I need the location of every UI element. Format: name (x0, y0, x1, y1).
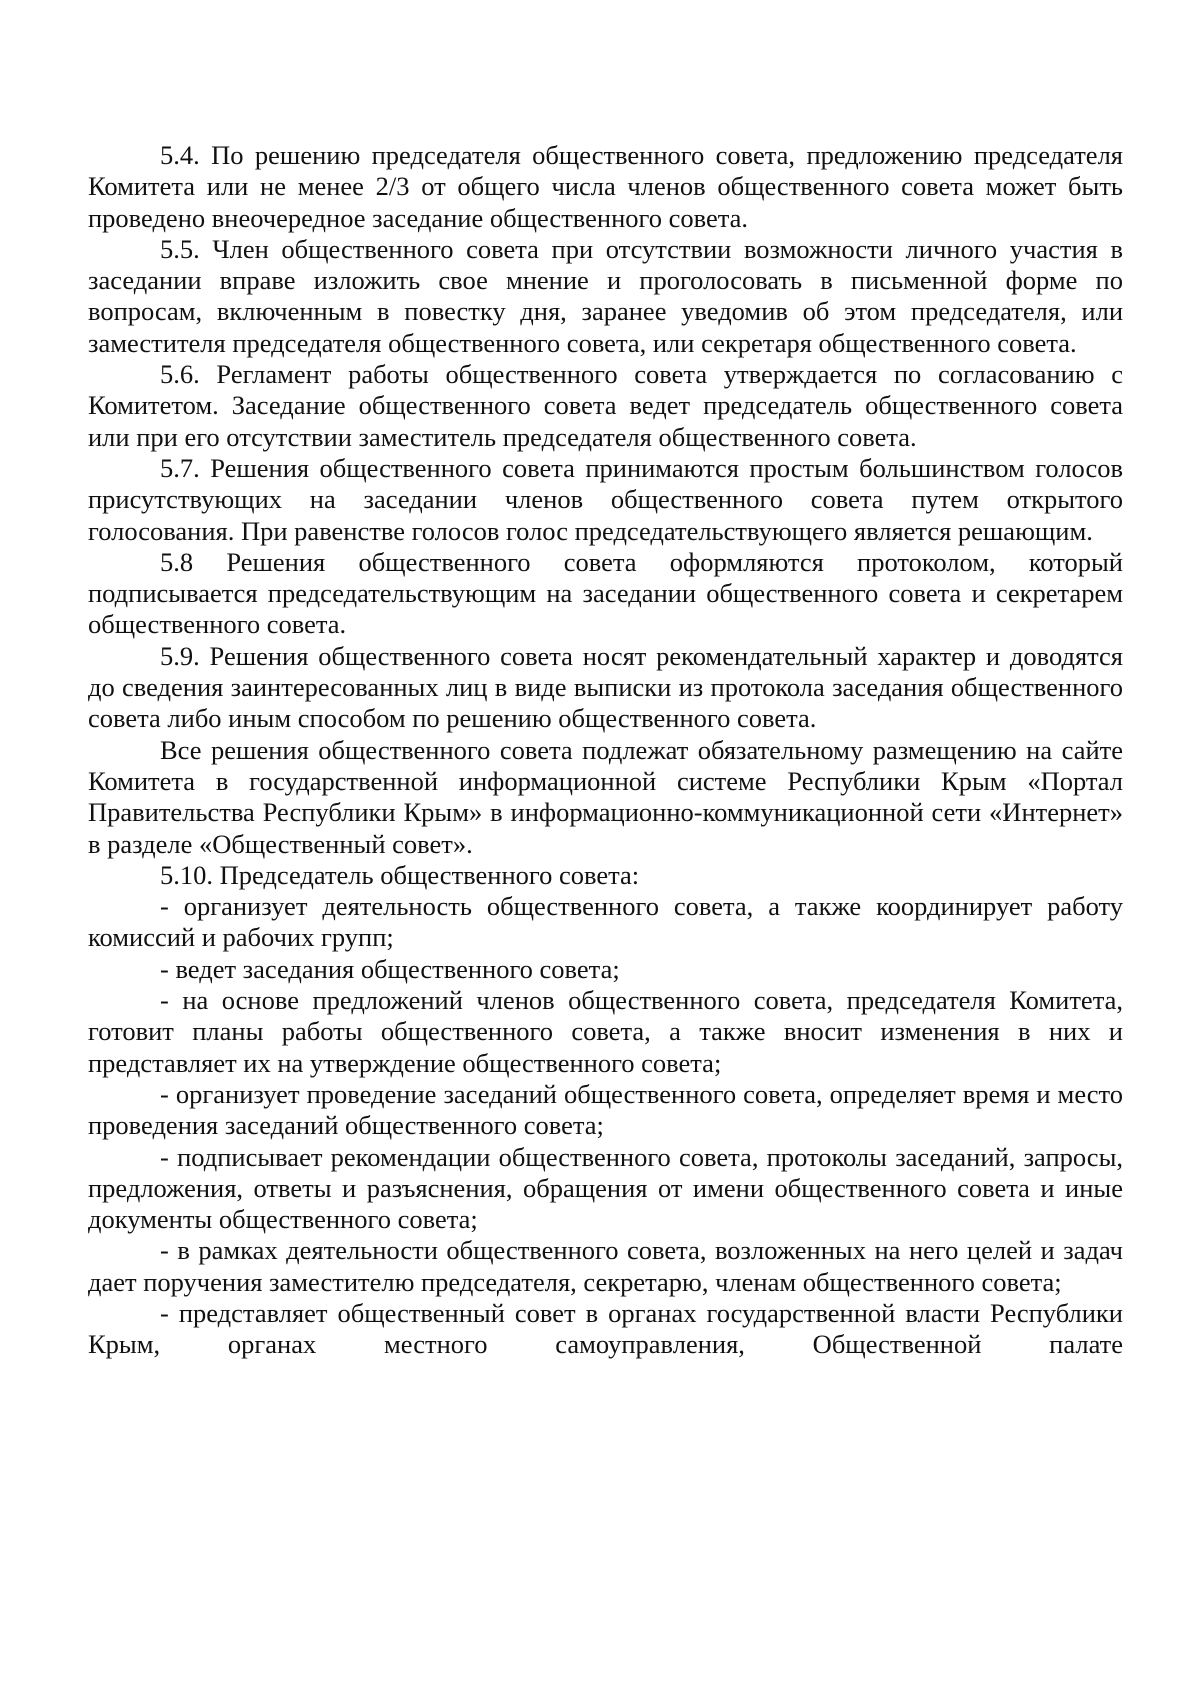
list-item: - представляет общественный совет в органах государственной власти Республики Крым, органах местного самоуправления, Общественной палате (88, 1297, 1123, 1360)
paragraph-5-4: 5.4. По решению председателя общественного совета, предложению председателя Комитета или не менее 2/3 от общего числа членов общественного совета может быть проведено внеочередное заседание общественного совета. (88, 140, 1123, 233)
paragraph-5-5: 5.5. Член общественного совета при отсутствии возможности личного участия в заседании вправе изложить свое мнение и проголосовать в письменной форме по вопросам, включенным в повестку дня, заранее уведомив об этом председателя, или заместителя председателя общественного совета, или секретаря общественного совета. (88, 233, 1123, 358)
list-item: - ведет заседания общественного совета; (160, 953, 620, 984)
list-item: - организует проведение заседаний общественного совета, определяет время и место проведения заседаний общественного совета; (88, 1078, 1123, 1141)
paragraph-5-7: 5.7. Решения общественного совета принимаются простым большинством голосов присутствующих на заседании членов общественного совета путем открытого голосования. При равенстве голосов голос председательствующего является решающим. (88, 452, 1123, 546)
paragraph-publication: Все решения общественного совета подлежат обязательному размещению на сайте Комитета в государственной информационной системе Республики Крым «Портал Правительства Республики Крым» в информационно-коммуникационной сети «Интернет» в разделе «Общественный совет». (88, 734, 1123, 859)
document-body (88, 140, 1123, 1361)
list-item: - подписывает рекомендации общественного совета, протоколы заседаний, запросы, предложения, ответы и разъяснения, обращения от имени общественного совета и иные документы общественного совета; (88, 1141, 1123, 1235)
list-item: - на основе предложений членов общественного совета, председателя Комитета, готовит планы работы общественного совета, а также вносит изменения в них и представляет их на утверждение общественного совета; (88, 985, 1123, 1078)
list-item: - в рамках деятельности общественного совета, возложенных на него целей и задач дает поручения заместителю председателя, секретарю, членам общественного совета; (88, 1235, 1123, 1297)
list-item: - организует деятельность общественного совета, а также координирует работу комиссий и рабочих групп; (88, 891, 1123, 953)
paragraph-5-8: 5.8 Решения общественного совета оформляются протоколом, который подписывается председательствующим на заседании общественного совета и секретарем общественного совета. (88, 546, 1123, 640)
paragraph-5-6: 5.6. Регламент работы общественного совета утверждается по согласованию с Комитетом. Заседание общественного совета ведет председатель общественного совета или при его отсутствии заместитель председателя общественного совета. (88, 359, 1123, 452)
paragraph-5-10: 5.10. Председатель общественного совета: (160, 859, 640, 890)
paragraph-5-9: 5.9. Решения общественного совета носят рекомендательный характер и доводятся до сведения заинтересованных лиц в виде выписки из протокола заседания общественного совета либо иным способом по решению общественного совета. (88, 640, 1123, 734)
